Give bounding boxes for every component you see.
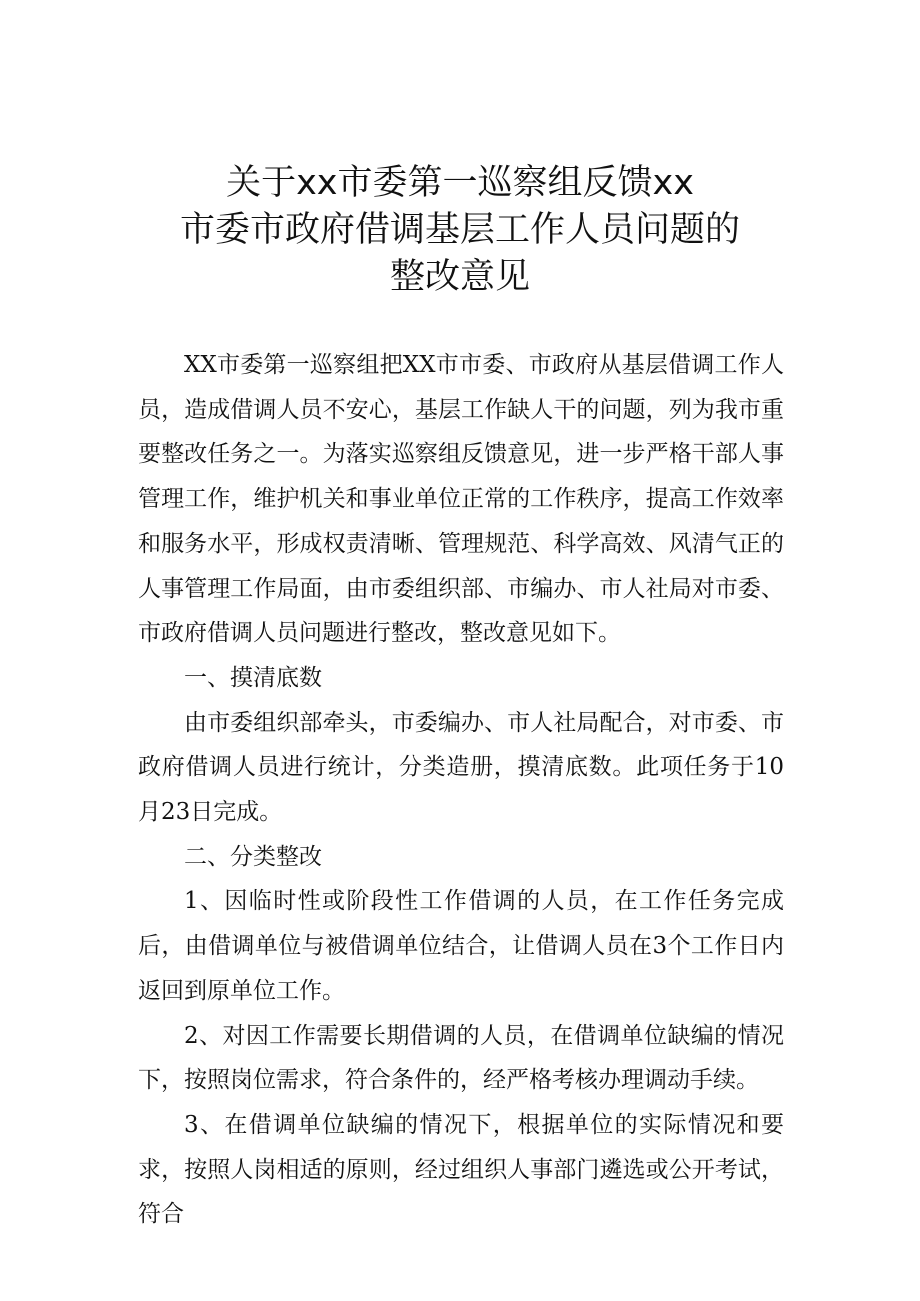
section-heading-2: 二、分类整改 [184, 843, 322, 870]
title-line-3: 整改意见 [389, 257, 530, 297]
paragraph-item-3: 3、在借调单位缺编的情况下，根据单位的实际情况和要求，按照人岗相适的原则，经过组织人事部门遴选或公开考试，符合 [138, 1111, 784, 1228]
section-heading-1: 一、摸清底数 [184, 664, 322, 691]
title-line-1: 关于xx市委第一巡察组反馈xx [226, 163, 694, 203]
paragraph-intro: XX市委第一巡察组把XX市市委、市政府从基层借调工作人员，造成借调人员不安心，基层工作缺人干的问题，列为我市重要整改任务之一。为落实巡察组反馈意见，进一步严格干部人事管理工作，维护机关和事业单位正常的工作秩序，提高工作效率和服务水平，形成权责清晰、管理规范、科学高效、风清气正的人事管理工作局面，由市委组织部、市编办、市人社局对市委、市政府借调人员问题进行整改，整改意见如下。 [138, 352, 784, 647]
paragraph-section-1: 由市委组织部牵头，市委编办、市人社局配合，对市委、市政府借调人员进行统计，分类造册，摸清底数。此项任务于10月23日完成。 [138, 709, 784, 826]
title-line-2: 市委市政府借调基层工作人员问题的 [179, 210, 740, 250]
document-title [0, 160, 920, 301]
document-body [138, 343, 784, 1237]
paragraph-item-2: 2、对因工作需要长期借调的人员，在借调单位缺编的情况下，按照岗位需求，符合条件的，经严格考核办理调动手续。 [138, 1022, 784, 1094]
paragraph-item-1: 1、因临时性或阶段性工作借调的人员，在工作任务完成后，由借调单位与被借调单位结合，让借调人员在3个工作日内返回到原单位工作。 [138, 888, 784, 1004]
